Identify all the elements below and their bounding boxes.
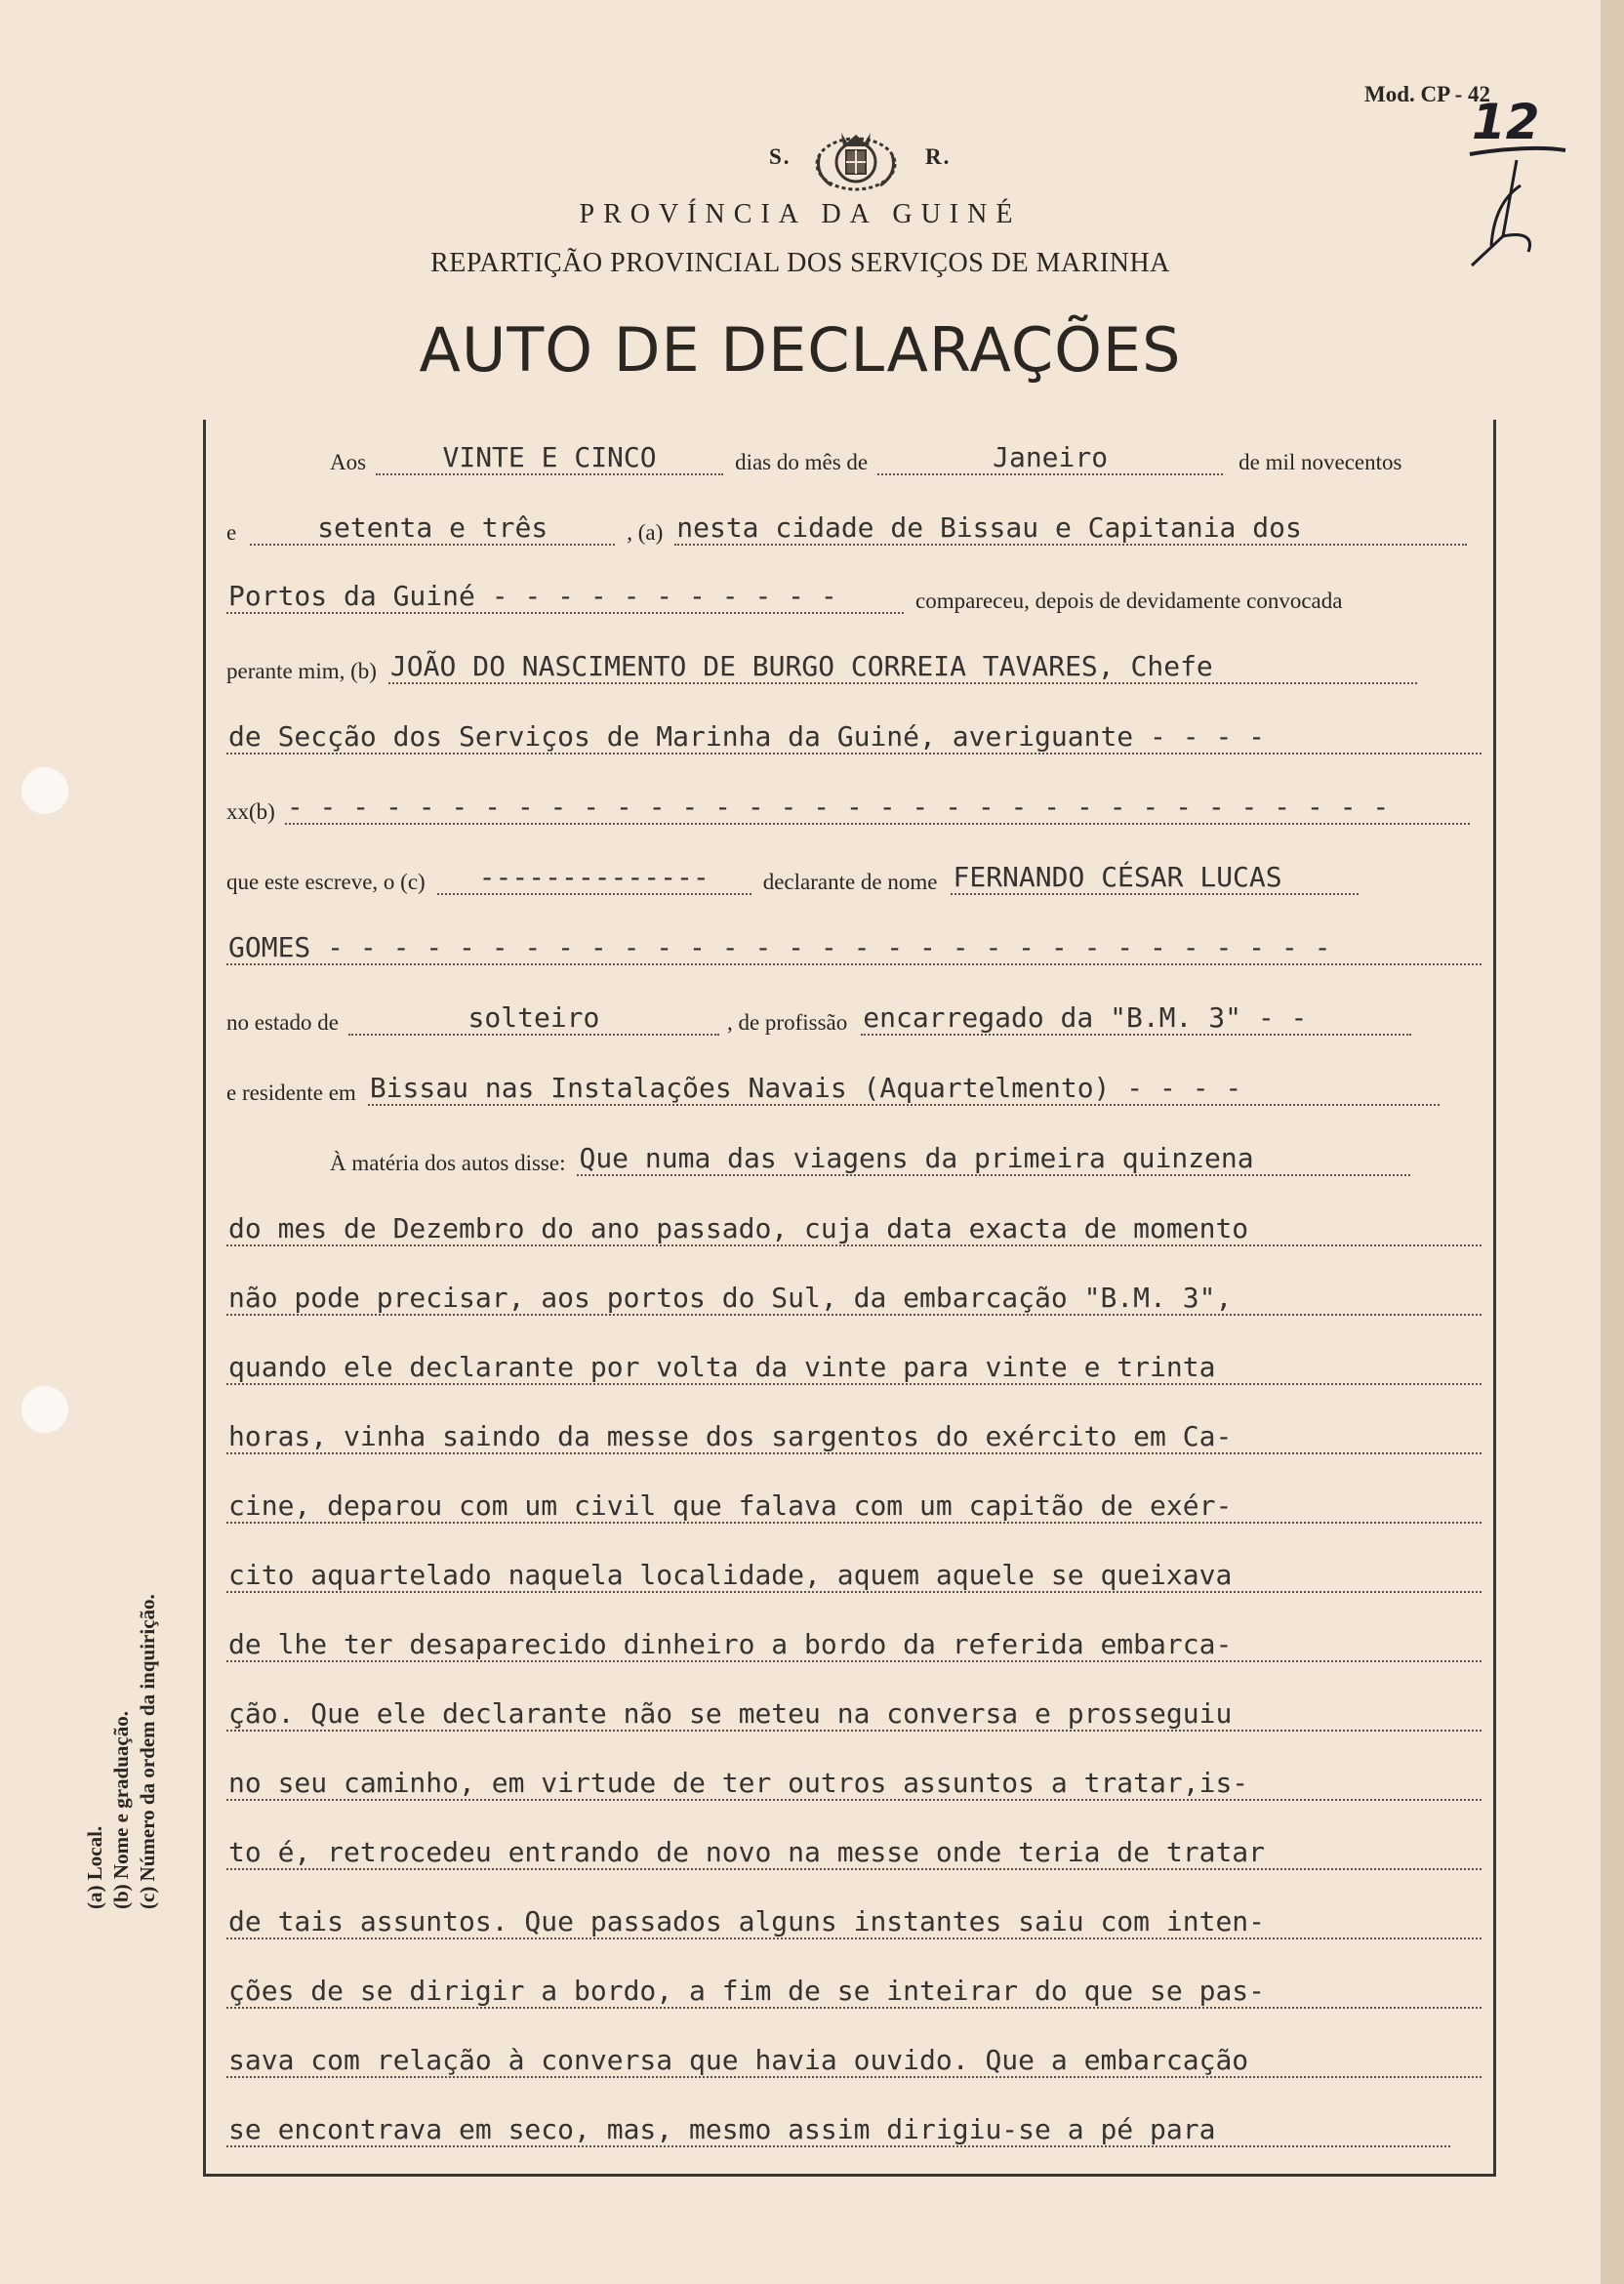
- statement-text: se encontrava em seco, mas, mesmo assim dirigiu-se a pé para: [226, 2115, 1450, 2147]
- punch-hole-bottom: [21, 1386, 68, 1433]
- field-profession: encarregado da "B.M. 3" - -: [861, 1003, 1411, 1036]
- field-residence: Bissau nas Instalações Navais (Aquartelmento) - - - -: [368, 1074, 1440, 1106]
- field-place-cont: Portos da Guiné - - - - - - - - - - -: [226, 582, 904, 614]
- statement-text: do mes de Dezembro do ano passado, cuja data exacta de momento: [226, 1214, 1482, 1246]
- label-estado: no estado de: [226, 1009, 339, 1035]
- form-line-materia: [226, 1144, 1495, 1191]
- label-b: xx(b): [226, 798, 275, 824]
- statement-text: de tais assuntos. Que passados alguns instantes saiu com inten-: [226, 1907, 1482, 1939]
- statement-text: no seu caminho, em virtude de ter outros assuntos a tratar,is-: [226, 1769, 1482, 1801]
- label-mil-novecentos: de mil novecentos: [1238, 449, 1402, 474]
- form-line-residence: [226, 1074, 1495, 1121]
- statement-text: ção. Que ele declarante não se meteu na conversa e prosseguiu: [226, 1699, 1482, 1732]
- statement-text: cito aquartelado naquela localidade, aquem aquele se queixava: [226, 1561, 1482, 1593]
- field-declarant-name-cont: GOMES - - - - - - - - - - - - - - - - - - - - - - - - - - - - - - -: [226, 933, 1482, 965]
- statement-text: to é, retrocedeu entrando de novo na messe onde teria de tratar: [226, 1838, 1482, 1870]
- province-heading: PROVÍNCIA DA GUINÉ: [579, 199, 1022, 229]
- form-line-place: [226, 582, 1495, 629]
- label-que-este-escreve: que este escreve, o (c): [226, 869, 426, 894]
- coat-of-arms-icon: [812, 125, 900, 197]
- label-residente: e residente em: [226, 1080, 356, 1105]
- label-declarante: declarante de nome: [762, 869, 938, 894]
- frame-bottom-rule: [203, 2174, 1496, 2177]
- form-line-officer-cont: [226, 722, 1495, 769]
- form-line-estado: [226, 1003, 1495, 1050]
- statement-text: sava com relação à conversa que havia ouvido. Que a embarcação: [226, 2046, 1482, 2078]
- field-day: VINTE E CINCO: [376, 443, 723, 475]
- form-line-declarant: [226, 863, 1495, 910]
- label-dias-mes: dias do mês de: [735, 449, 869, 474]
- statement-line: [226, 2046, 1495, 2093]
- statement-line: [226, 1353, 1495, 1400]
- statement-text: não pode precisar, aos portos do Sul, da embarcação "B.M. 3",: [226, 1284, 1482, 1316]
- field-officer: JOÃO DO NASCIMENTO DE BURGO CORREIA TAVARES, Chefe: [388, 652, 1417, 684]
- statement-line: [226, 1214, 1495, 1261]
- form-code: Mod. CP - 42: [1364, 82, 1491, 106]
- form-line-date: [226, 443, 1495, 490]
- field-year: setenta e três: [250, 513, 615, 546]
- label-perante-mim: perante mim, (b): [226, 658, 377, 683]
- statement-text: horas, vinha saindo da messe dos sargentos do exército em Ca-: [226, 1422, 1482, 1454]
- statement-text: quando ele declarante por volta da vinte para vinte e trinta: [226, 1353, 1482, 1385]
- department-heading: REPARTIÇÃO PROVINCIAL DOS SERVIÇOS DE MARINHA: [430, 248, 1170, 278]
- note-numero: (c) Número da ordem da inquirição.: [136, 1594, 159, 1909]
- statement-line: [226, 1561, 1495, 1608]
- margin-notes: [82, 1594, 161, 1909]
- sheet-number: 12: [1472, 94, 1540, 150]
- field-declarant-name: FERNANDO CÉSAR LUCAS: [951, 863, 1359, 895]
- statement-line: [226, 1422, 1495, 1469]
- note-local: (a) Local.: [83, 1825, 106, 1909]
- label-a: , (a): [627, 519, 664, 545]
- statement-line: [226, 1699, 1495, 1746]
- page-edge: [1601, 0, 1624, 2284]
- statement-text: cine, deparou com um civil que falava com um capitão de exér-: [226, 1491, 1482, 1524]
- form-line-perante: [226, 652, 1495, 699]
- statement-line: [226, 1630, 1495, 1677]
- form-line-b: [226, 793, 1495, 839]
- seal-letter-s: S.: [769, 144, 792, 169]
- statement-line: [226, 1491, 1495, 1538]
- frame-left-rule: [203, 420, 206, 2177]
- statement-line: [226, 1284, 1495, 1330]
- label-aos: Aos: [330, 449, 367, 474]
- field-month: Janeiro: [877, 443, 1223, 475]
- field-b: - - - - - - - - - - - - - - - - - - - - - - - - - - - - - - - - - -: [285, 793, 1470, 825]
- statement-line: [226, 2115, 1495, 2162]
- label-profissao: , de profissão: [726, 1009, 848, 1035]
- seal-letter-r: R.: [925, 144, 952, 169]
- form-line-year: [226, 513, 1495, 560]
- statement-text: de lhe ter desaparecido dinheiro a bordo da referida embarca-: [226, 1630, 1482, 1662]
- label-materia-autos: À matéria dos autos disse:: [330, 1150, 566, 1175]
- statement-line: [226, 1977, 1495, 2023]
- document-title: AUTO DE DECLARAÇÕES: [419, 314, 1182, 386]
- field-officer-cont: de Secção dos Serviços de Marinha da Guiné, averiguante - - - -: [226, 722, 1482, 755]
- field-c: --------------: [437, 863, 751, 895]
- field-marital-status: solteiro: [348, 1003, 719, 1036]
- label-compareceu: compareceu, depois de devidamente convocada: [915, 588, 1343, 613]
- field-place: nesta cidade de Bissau e Capitania dos: [674, 513, 1467, 546]
- statement-line: [226, 1769, 1495, 1815]
- note-nome: (b) Nome e graduação.: [109, 1711, 133, 1909]
- form-line-name-cont: [226, 933, 1495, 980]
- label-e: e: [226, 519, 237, 545]
- statement-line: [226, 1907, 1495, 1954]
- statement-first-line: Que numa das viagens da primeira quinzena: [577, 1144, 1410, 1176]
- statement-text: ções de se dirigir a bordo, a fim de se inteirar do que se pas-: [226, 1977, 1482, 2009]
- statement-line: [226, 1838, 1495, 1885]
- punch-hole-top: [21, 767, 68, 814]
